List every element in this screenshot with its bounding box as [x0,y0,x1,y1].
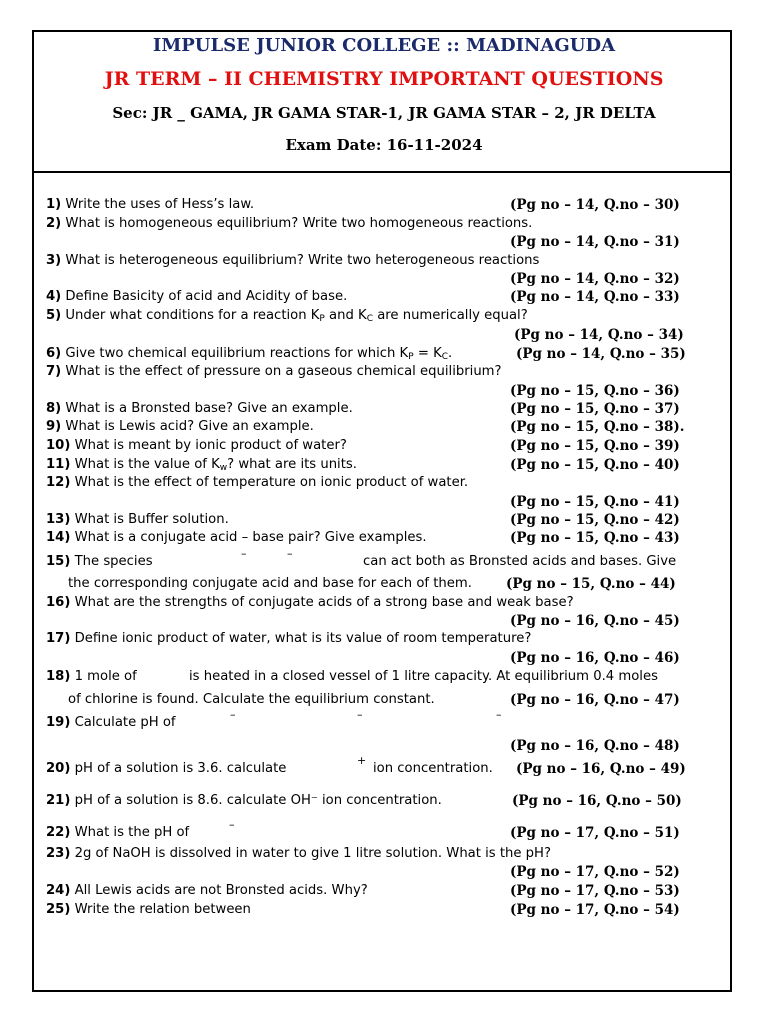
question-23-ref-line [0,862,768,882]
page-ref: (Pg no – 15, Q.no – 40) [510,457,680,473]
question-12-ref-line [0,492,768,512]
question-2: 2) What is homogeneous equilibrium? Write two homogeneous reactions. [46,216,533,231]
question-17: 17) Define ionic product of water, what is its value of room temperature? [46,631,532,646]
question-16-ref-line [0,611,768,631]
page-ref: (Pg no – 17, Q.no – 52) [510,864,680,880]
page-ref: (Pg no – 15, Q.no – 41) [510,494,680,510]
page-ref: (Pg no – 17, Q.no – 53) [510,883,680,899]
page-ref: (Pg no – 16, Q.no – 49) [516,761,686,777]
sections-line: Sec: JR _ GAMA, JR GAMA STAR-1, JR GAMA STAR – 2, JR DELTA [112,104,656,122]
college-name: IMPULSE JUNIOR COLLEGE :: MADINAGUDA [152,35,616,56]
charge-minus-mark: – [357,708,363,721]
page-ref: (Pg no – 17, Q.no – 51) [510,825,680,841]
document-title: JR TERM – II CHEMISTRY IMPORTANT QUESTIONS [104,68,664,90]
page-ref: (Pg no – 16, Q.no – 47) [510,692,680,708]
page-ref: (Pg no – 15, Q.no – 43) [510,530,680,546]
page-ref: (Pg no – 16, Q.no – 45) [510,613,680,629]
question-10: 10) What is meant by ionic product of water? (Pg no – 15, Q.no – 39) [46,438,680,454]
page-ref: (Pg no – 16, Q.no – 48) [510,738,680,754]
question-16: 16) What are the strengths of conjugate acids of a strong base and weak base? [46,595,574,610]
page-ref: (Pg no – 14, Q.no – 33) [510,289,680,305]
charge-plus-mark: + [357,754,367,767]
question-5: 5) Under what conditions for a reaction $K_P$ and $K_C$ are numerically equal? [46,308,528,324]
question-21: 21) pH of a solution is 8.6. calculate OH⁻ ion concentration. (Pg no – 16, Q.no – 50) [46,793,682,809]
question-5-ref-line [0,325,768,345]
question-19: 19) Calculate pH of – – – [0,713,768,733]
charge-minus-mark: – [229,818,235,831]
charge-minus-mark: – [241,547,247,560]
charge-minus-mark: – [230,708,236,721]
question-11: 11) What is the value of $K_w$? what are its units. (Pg no – 15, Q.no – 40) [46,457,680,473]
question-22: 22) What is the pH of – (Pg no – 17, Q.no – 51) [0,823,768,843]
question-20: 20) pH of a solution is 3.6. calculate + ion concentration. (Pg no – 16, Q.no – 49) [0,759,768,779]
question-3: 3) What is heterogeneous equilibrium? Write two heterogeneous reactions [46,253,540,268]
question-14: 14) What is a conjugate acid – base pair? Give examples. (Pg no – 15, Q.no – 43) [46,530,680,546]
charge-minus-mark: – [287,547,293,560]
question-18: 18) 1 mole of is heated in a closed vessel of 1 litre capacity. At equilibrium 0.4 moles [46,669,658,684]
question-17-ref-line [0,648,768,668]
charge-minus-mark: – [496,708,502,721]
question-12: 12) What is the effect of temperature on ionic product of water. [46,475,469,490]
question-19-ref-line [0,736,768,756]
page-ref: (Pg no – 14, Q.no – 35) [516,346,686,362]
question-3-ref-line [0,269,768,289]
question-15: 15) The species – – can act both as Bronsted acids and bases. Give [0,552,768,572]
question-1: 1) Write the uses of Hess’s law. (Pg no – 14, Q.no – 30) [46,197,680,213]
question-8: 8) What is a Bronsted base? Give an example. (Pg no – 15, Q.no – 37) [46,401,680,417]
page-ref: (Pg no – 15, Q.no – 37) [510,401,680,417]
question-2-ref-line [0,232,768,252]
page-ref: (Pg no – 16, Q.no – 46) [510,650,680,666]
question-9: 9) What is Lewis acid? Give an example. (Pg no – 15, Q.no – 38). [46,419,685,435]
question-24: 24) All Lewis acids are not Bronsted acids. Why? (Pg no – 17, Q.no – 53) [46,883,680,899]
header-divider [34,171,730,173]
question-6: 6) Give two chemical equilibrium reactions for which $K_P = K_C$. (Pg no – 14, Q.no – 35) [46,346,686,362]
page-ref: (Pg no – 15, Q.no – 38). [510,419,685,435]
page-ref: (Pg no – 17, Q.no – 54) [510,902,680,918]
question-23: 23) 2g of NaOH is dissolved in water to give 1 litre solution. What is the pH? [46,846,551,861]
question-15-cont: the corresponding conjugate acid and base for each of them. (Pg no – 15, Q.no – 44) [68,576,676,592]
page-ref: (Pg no – 15, Q.no – 44) [506,576,676,592]
question-13: 13) What is Buffer solution. (Pg no – 15, Q.no – 42) [46,512,680,528]
page-ref: (Pg no – 15, Q.no – 39) [510,438,680,454]
page-ref: (Pg no – 14, Q.no – 32) [510,271,680,287]
page-ref: (Pg no – 14, Q.no – 30) [510,197,680,213]
page-ref: (Pg no – 15, Q.no – 42) [510,512,680,528]
page-ref: (Pg no – 15, Q.no – 36) [510,383,680,399]
exam-date: Exam Date: 16-11-2024 [285,136,483,154]
page-ref: (Pg no – 14, Q.no – 31) [510,234,680,250]
question-4: 4) Define Basicity of acid and Acidity of base. (Pg no – 14, Q.no – 33) [46,289,680,305]
question-18-cont: of chlorine is found. Calculate the equilibrium constant. (Pg no – 16, Q.no – 47) [68,692,680,708]
question-7-ref-line [0,381,768,401]
question-7: 7) What is the effect of pressure on a gaseous chemical equilibrium? [46,364,502,379]
page-ref: (Pg no – 16, Q.no – 50) [512,793,682,809]
page-ref: (Pg no – 14, Q.no – 34) [514,327,684,343]
question-25: 25) Write the relation between (Pg no – 17, Q.no – 54) [46,902,680,918]
